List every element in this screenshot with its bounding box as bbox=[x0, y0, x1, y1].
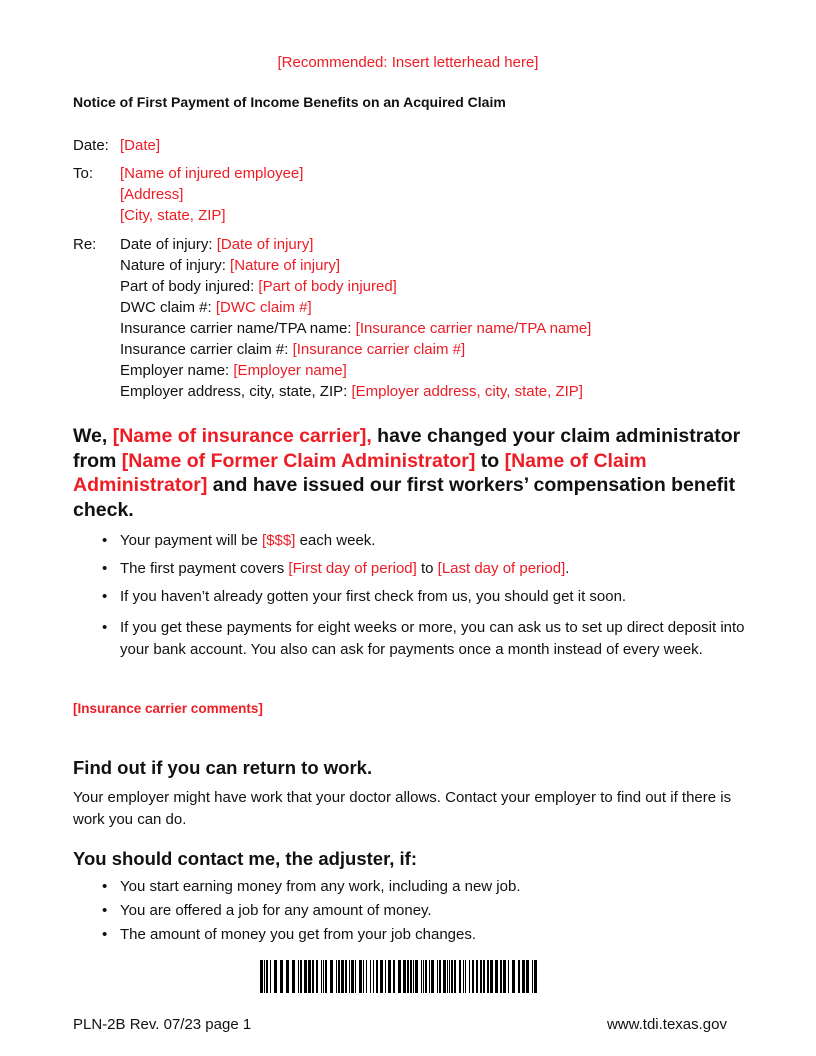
re-item-value: [Insurance carrier claim #] bbox=[292, 341, 466, 358]
barcode-bar bbox=[469, 960, 470, 993]
barcode-bar bbox=[421, 960, 422, 993]
text: to bbox=[416, 560, 438, 577]
re-item bbox=[120, 381, 591, 402]
re-item-label: Date of injury: bbox=[120, 236, 217, 253]
barcode-bar bbox=[312, 960, 314, 993]
barcode-bar bbox=[260, 960, 263, 993]
barcode-bar bbox=[526, 960, 529, 993]
barcode-bar bbox=[532, 960, 533, 993]
barcode-bar bbox=[439, 960, 441, 993]
barcode-bar bbox=[480, 960, 482, 993]
text: The first payment covers bbox=[120, 560, 289, 577]
barcode-bar bbox=[376, 960, 378, 993]
barcode-bar bbox=[325, 960, 327, 993]
barcode-bar bbox=[398, 960, 401, 993]
bullet-payment bbox=[120, 530, 750, 552]
barcode-bar bbox=[429, 960, 430, 993]
to-address: [Address] bbox=[120, 186, 184, 203]
barcode-bar bbox=[321, 960, 322, 993]
re-item-label: Employer name: bbox=[120, 362, 234, 379]
barcode-bar bbox=[270, 960, 271, 993]
to-city: [City, state, ZIP] bbox=[120, 207, 226, 224]
carrier-comments: [Insurance carrier comments] bbox=[73, 701, 263, 716]
re-list bbox=[120, 234, 591, 402]
to-label: To: bbox=[73, 165, 94, 182]
contact-item: • The amount of money you get from your job changes. bbox=[120, 924, 750, 946]
re-item-label: Employer address, city, state, ZIP: bbox=[120, 383, 352, 400]
barcode-bar bbox=[298, 960, 299, 993]
re-item bbox=[120, 339, 591, 360]
re-item-value: [Date of injury] bbox=[216, 236, 314, 253]
contact-item: • You start earning money from any work, including a new job. bbox=[120, 876, 750, 898]
barcode-bar bbox=[380, 960, 383, 993]
barcode-bar bbox=[410, 960, 412, 993]
headline-text: to bbox=[475, 449, 505, 472]
barcode-bar bbox=[443, 960, 446, 993]
barcode-bar bbox=[370, 960, 371, 993]
barcode-bar bbox=[425, 960, 427, 993]
barcode-bar bbox=[431, 960, 434, 993]
barcode-bar bbox=[341, 960, 344, 993]
barcode-bar bbox=[385, 960, 386, 993]
barcode-bar bbox=[266, 960, 268, 993]
headline-text: and have issued our first workers’ compensation benefit check. bbox=[73, 474, 736, 521]
return-work-text: Your employer might have work that your doctor allows. Contact your employer to find out if there is work you can do. bbox=[73, 789, 732, 828]
re-item-label: Nature of injury: bbox=[120, 257, 231, 274]
re-item bbox=[120, 318, 591, 339]
barcode-bar bbox=[280, 960, 283, 993]
barcode-bar bbox=[483, 960, 485, 993]
barcode-bar bbox=[454, 960, 456, 993]
contact-item: • You are offered a job for any amount of money. bbox=[120, 900, 750, 922]
barcode-bar bbox=[500, 960, 502, 993]
re-item-value: [Employer address, city, state, ZIP] bbox=[351, 383, 583, 400]
text: . bbox=[565, 560, 570, 577]
barcode-bar bbox=[403, 960, 406, 993]
barcode-bar bbox=[388, 960, 391, 993]
barcode-bar bbox=[330, 960, 333, 993]
barcode-bar bbox=[393, 960, 395, 993]
re-item-label: DWC claim #: bbox=[120, 299, 216, 316]
notice-title: Notice of First Payment of Income Benefits on an Acquired Claim bbox=[73, 94, 506, 110]
barcode-bar bbox=[338, 960, 340, 993]
barcode-bar bbox=[407, 960, 409, 993]
barcode-bar bbox=[423, 960, 424, 993]
text: each week. bbox=[295, 532, 376, 549]
barcode-bar bbox=[487, 960, 489, 993]
barcode-bar bbox=[300, 960, 302, 993]
first-day: [First day of period] bbox=[288, 560, 417, 577]
barcode-bar bbox=[465, 960, 466, 993]
re-item-label: Insurance carrier name/TPA name: bbox=[120, 320, 356, 337]
barcode-bar bbox=[447, 960, 448, 993]
payment-amount: [$$$] bbox=[262, 532, 296, 549]
barcode-bar bbox=[351, 960, 354, 993]
re-item bbox=[120, 297, 591, 318]
new-administrator: [Name of Claim Administrator] bbox=[73, 449, 647, 496]
contact-heading: You should contact me, the adjuster, if: bbox=[73, 848, 418, 869]
barcode-bar bbox=[304, 960, 307, 993]
barcode-bar bbox=[366, 960, 367, 993]
last-day: [Last day of period] bbox=[437, 560, 566, 577]
return-work-heading: Find out if you can return to work. bbox=[73, 757, 373, 778]
headline bbox=[73, 424, 753, 522]
headline-text: have changed your claim administrator from bbox=[73, 425, 741, 472]
barcode-bar bbox=[437, 960, 438, 993]
barcode-bar bbox=[534, 960, 537, 993]
bullet-check: • If you haven’t already gotten your first check from us, you should get it soon. bbox=[120, 586, 750, 608]
date-value: [Date] bbox=[120, 137, 161, 154]
to-name: [Name of injured employee] bbox=[120, 165, 304, 182]
carrier-name: [Name of insurance carrier], bbox=[112, 425, 372, 447]
re-item-value: [DWC claim #] bbox=[215, 299, 312, 316]
barcode-bar bbox=[349, 960, 350, 993]
date-label: Date: bbox=[73, 137, 109, 154]
footer-website: www.tdi.texas.gov bbox=[606, 1016, 727, 1033]
barcode-bar bbox=[274, 960, 277, 993]
re-item-label: Insurance carrier claim #: bbox=[120, 341, 293, 358]
barcode-bar bbox=[472, 960, 474, 993]
text: Your payment will be bbox=[120, 532, 263, 549]
barcode-bar bbox=[323, 960, 324, 993]
re-item-value: [Insurance carrier name/TPA name] bbox=[355, 320, 592, 337]
re-label: Re: bbox=[73, 236, 97, 253]
bullet-period bbox=[120, 558, 750, 580]
former-administrator: [Name of Former Claim Administrator] bbox=[121, 449, 476, 472]
barcode-bar bbox=[522, 960, 525, 993]
barcode-bar bbox=[508, 960, 509, 993]
re-item-label: Part of body injured: bbox=[120, 278, 259, 295]
barcode-bar bbox=[336, 960, 337, 993]
barcode-bar bbox=[359, 960, 362, 993]
barcode-bar bbox=[476, 960, 478, 993]
barcode-bar bbox=[286, 960, 289, 993]
barcode-bar bbox=[363, 960, 364, 993]
barcode-bar bbox=[413, 960, 414, 993]
re-item bbox=[120, 234, 591, 255]
re-item-value: [Part of body injured] bbox=[258, 278, 397, 295]
barcode-bar bbox=[355, 960, 356, 993]
barcode-bar bbox=[316, 960, 318, 993]
re-item bbox=[120, 255, 591, 276]
barcode-bar bbox=[345, 960, 347, 993]
headline-text: We, bbox=[73, 425, 113, 447]
re-item bbox=[120, 360, 591, 381]
footer-form-id: PLN-2B Rev. 07/23 page 1 bbox=[73, 1016, 252, 1033]
barcode-bar bbox=[373, 960, 374, 993]
barcode-bar bbox=[512, 960, 515, 993]
barcode-bar bbox=[292, 960, 295, 993]
barcode-bar bbox=[495, 960, 498, 993]
re-item-value: [Employer name] bbox=[233, 362, 347, 379]
re-item bbox=[120, 276, 591, 297]
letterhead-placeholder: [Recommended: Insert letterhead here] bbox=[277, 54, 539, 71]
bullet-direct-deposit: • If you get these payments for eight weeks or more, you can ask us to set up direct deposit into your bank account. You also can ask for payments once a month instead of every week. bbox=[120, 617, 750, 661]
barcode-bar bbox=[459, 960, 461, 993]
barcode-bar bbox=[451, 960, 453, 993]
re-item-value: [Nature of injury] bbox=[230, 257, 341, 274]
barcode-bar bbox=[463, 960, 464, 993]
barcode-bar bbox=[503, 960, 506, 993]
barcode-bar bbox=[264, 960, 265, 993]
barcode-bar bbox=[415, 960, 418, 993]
barcode-bar bbox=[449, 960, 450, 993]
barcode-bar bbox=[518, 960, 520, 993]
barcode-bar bbox=[308, 960, 311, 993]
barcode-bar bbox=[490, 960, 493, 993]
barcode bbox=[260, 960, 538, 993]
